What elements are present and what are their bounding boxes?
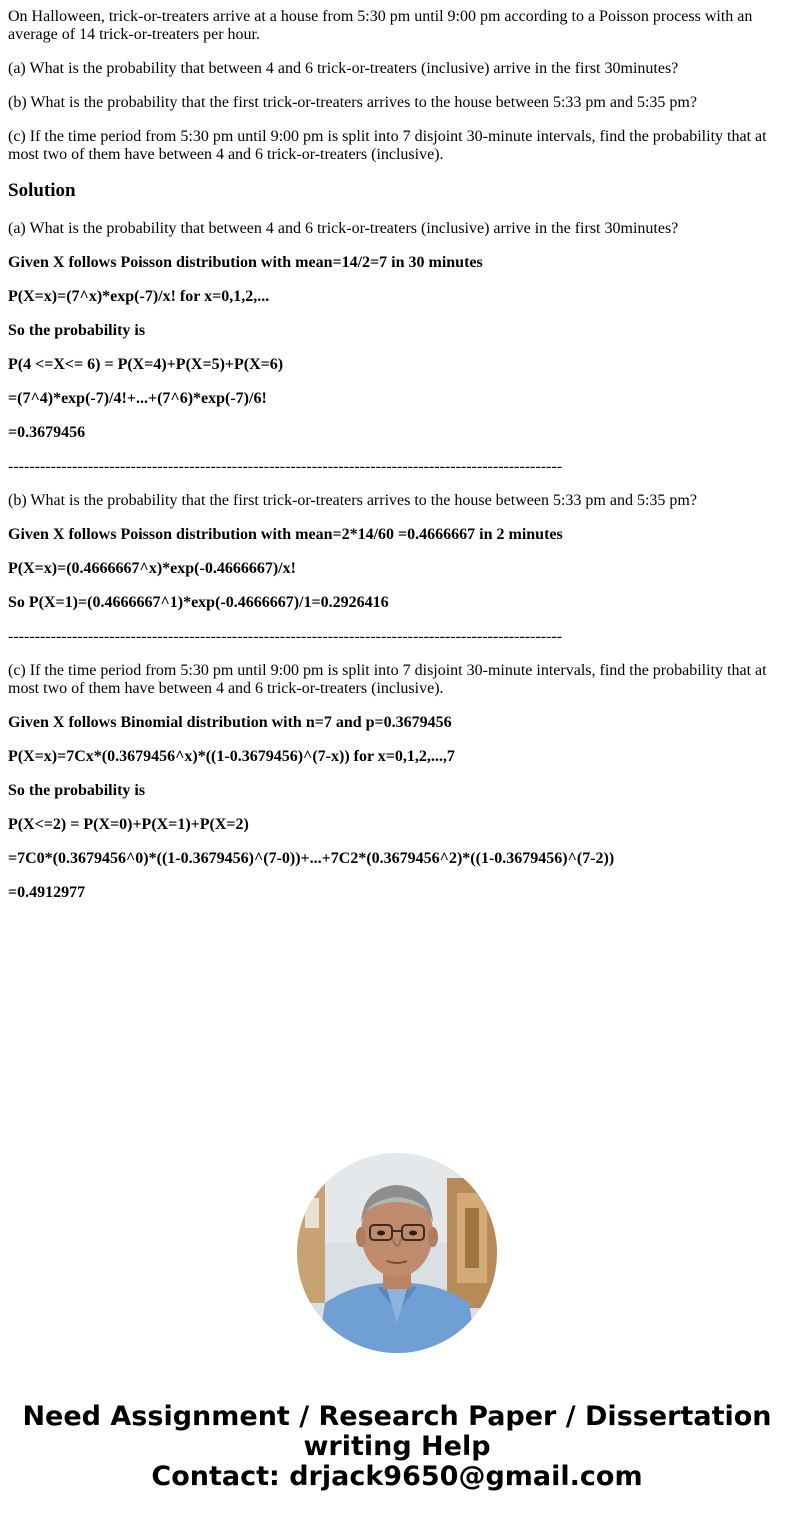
part-c-question: (c) If the time period from 5:30 pm until 9:00 pm is split into 7 disjoint 30-minute intervals, find the probability that at most two of them have between 4 and 6 trick-or-treaters (inclusive).: [8, 662, 767, 697]
part-c-line: P(X=x)=7Cx*(0.3679456^x)*((1-0.3679456)^(7-x)) for x=0,1,2,...,7: [8, 748, 455, 765]
part-c-line: Given X follows Binomial distribution with n=7 and p=0.3679456: [8, 714, 452, 731]
part-c-line: =7C0*(0.3679456^0)*((1-0.3679456)^(7-0))+...+7C2*(0.3679456^2)*((1-0.3679456)^(7-2)): [8, 850, 615, 867]
question-c: (c) If the time period from 5:30 pm until 9:00 pm is split into 7 disjoint 30-minute intervals, find the probability that at most two of them have between 4 and 6 trick-or-treaters (inclusive).: [8, 128, 767, 163]
document-body: [8, 8, 778, 918]
author-portrait-image: [297, 1153, 497, 1353]
question-intro: On Halloween, trick-or-treaters arrive at a house from 5:30 pm until 9:00 pm according to a Poisson process with an average of 14 trick-or-treaters per hour.: [8, 8, 753, 43]
promo-line: writing Help: [303, 1431, 491, 1462]
section-separator: --------------------------------------------------------------------------------------------------------: [8, 628, 563, 645]
part-b-question: (b) What is the probability that the first trick-or-treaters arrives to the house between 5:33 pm and 5:35 pm?: [8, 492, 697, 509]
question-a: (a) What is the probability that between 4 and 6 trick-or-treaters (inclusive) arrive in the first 30minutes?: [8, 60, 679, 77]
promo-banner: [0, 1402, 794, 1492]
part-a-question: (a) What is the probability that between 4 and 6 trick-or-treaters (inclusive) arrive in the first 30minutes?: [8, 220, 679, 237]
part-a-line: =(7^4)*exp(-7)/4!+...+(7^6)*exp(-7)/6!: [8, 390, 267, 407]
part-a-line: P(4 <=X<= 6) = P(X=4)+P(X=5)+P(X=6): [8, 356, 284, 373]
part-a-result: =0.3679456: [8, 424, 86, 441]
question-b: (b) What is the probability that the first trick-or-treaters arrives to the house between 5:33 pm and 5:35 pm?: [8, 94, 697, 111]
part-a-line: Given X follows Poisson distribution with mean=14/2=7 in 30 minutes: [8, 254, 483, 271]
part-b-line: P(X=x)=(0.4666667^x)*exp(-0.4666667)/x!: [8, 560, 296, 577]
part-c-result: =0.4912977: [8, 884, 86, 901]
part-b-line: Given X follows Poisson distribution with mean=2*14/60 =0.4666667 in 2 minutes: [8, 526, 563, 543]
section-separator: --------------------------------------------------------------------------------------------------------: [8, 458, 563, 475]
part-a-line: P(X=x)=(7^x)*exp(-7)/x! for x=0,1,2,...: [8, 288, 270, 305]
part-c-line: So the probability is: [8, 782, 146, 799]
solution-heading: Solution: [8, 180, 76, 201]
promo-line: Need Assignment / Research Paper / Dissertation: [22, 1401, 772, 1432]
author-avatar: [297, 1153, 497, 1353]
part-c-line: P(X<=2) = P(X=0)+P(X=1)+P(X=2): [8, 816, 249, 833]
part-a-line: So the probability is: [8, 322, 146, 339]
promo-contact: Contact: drjack9650@gmail.com: [151, 1461, 643, 1492]
part-b-result: So P(X=1)=(0.4666667^1)*exp(-0.4666667)/1=0.2926416: [8, 594, 389, 611]
